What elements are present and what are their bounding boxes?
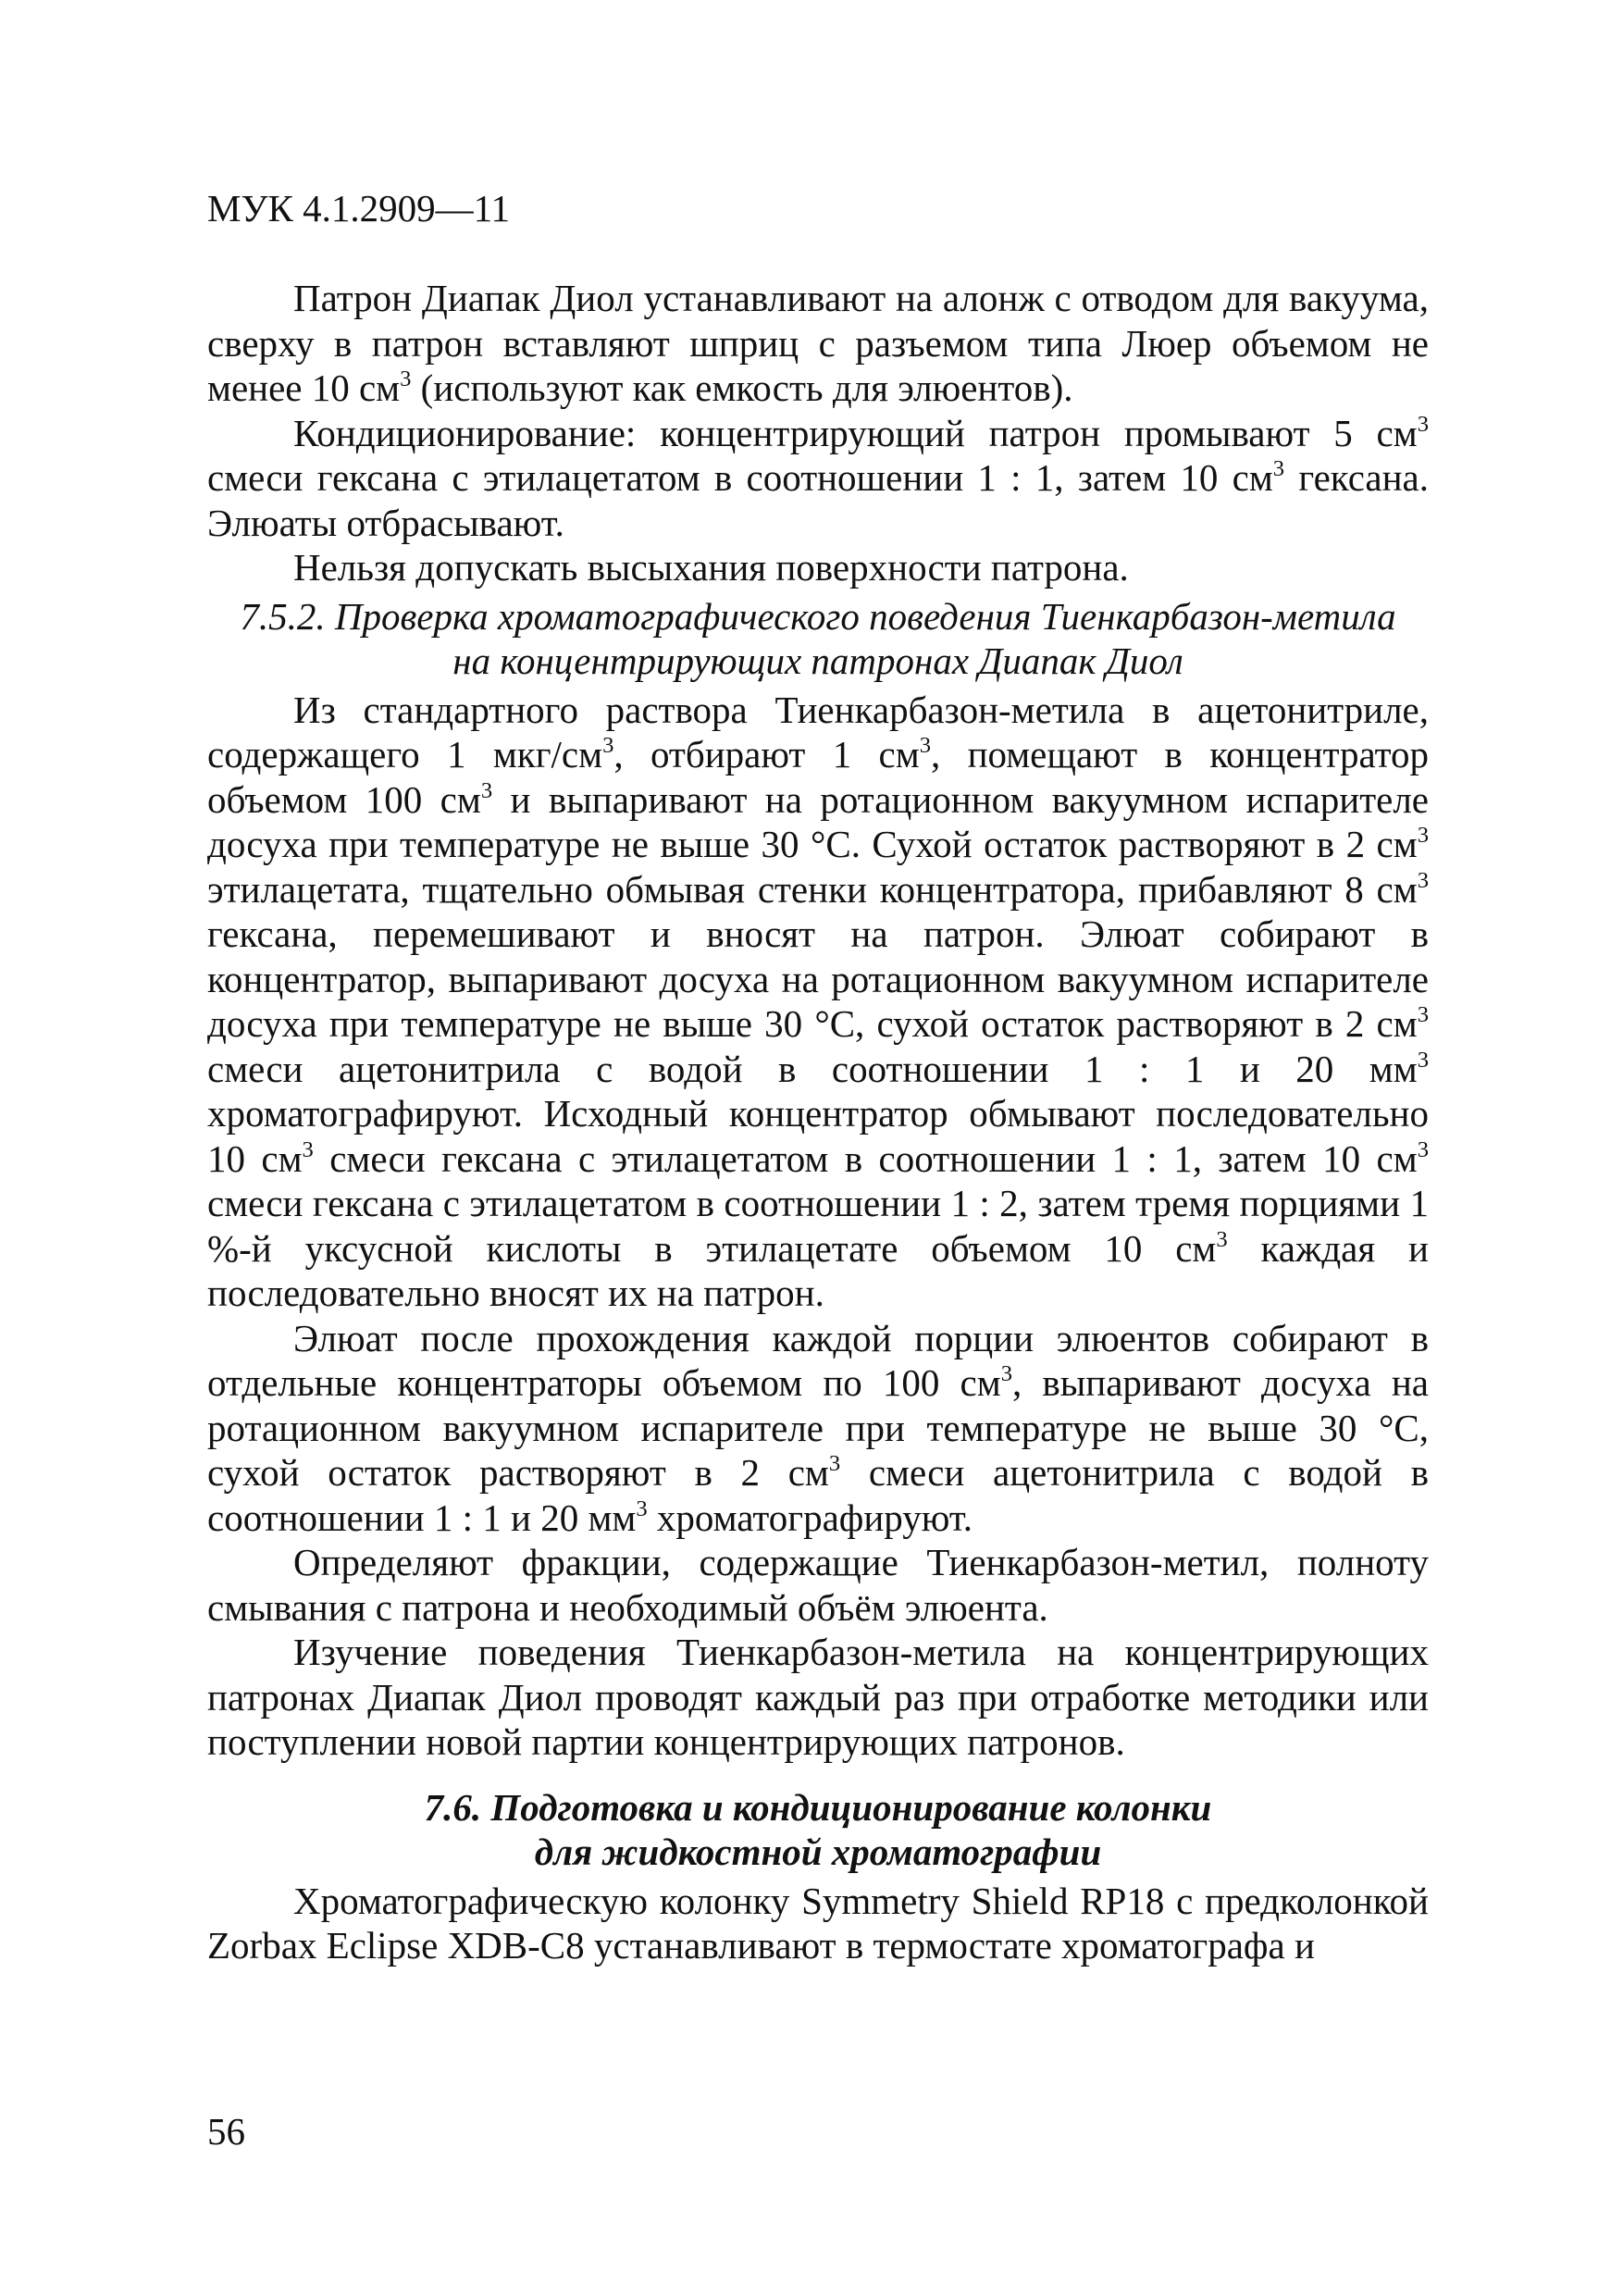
superscript: 3: [602, 733, 614, 759]
superscript: 3: [1417, 411, 1429, 437]
subsection-heading-7-5-2: [207, 594, 1429, 684]
paragraph-text: смеси ацетонитрила с водой в соотношении 1 : 1 и 20 мм: [207, 1047, 1418, 1090]
bottom-paragraphs: [207, 1879, 1429, 1968]
paragraph-text: Изучение поведения Тиенкарбазон-метила на концентрирующих патронах Диапак Диол проводят каждый раз при отработке методики или поступлении новой партии концентрирующих патронов.: [207, 1631, 1429, 1763]
paragraph-text: смеси гексана с этилацетатом в соотношении 1 : 1, затем 10 см: [207, 456, 1273, 499]
document-body: [207, 276, 1429, 1968]
paragraph: [207, 545, 1429, 590]
page-number: 56: [207, 2110, 245, 2153]
superscript: 3: [1417, 1002, 1429, 1028]
superscript: 3: [1272, 456, 1285, 482]
subsection-heading-line-2: на концентрирующих патронах Диапак Диол: [452, 639, 1183, 682]
paragraph-text: Элюат после прохождения каждой порции элюентов собирают в отдельные концентраторы объемом по 100 см: [207, 1316, 1429, 1404]
paragraph: [207, 276, 1429, 411]
paragraph-text: смеси гексана с этилацетатом в соотношении 1 : 2, затем тремя порциями 1 %-й уксусной кислоты в этилацетате объемом 10 см: [207, 1182, 1429, 1270]
top-paragraphs: [207, 276, 1429, 590]
superscript: 3: [480, 777, 493, 803]
superscript: 3: [1417, 823, 1429, 849]
superscript: 3: [919, 733, 931, 759]
paragraph-text: каждая и последовательно вносят их на патрон.: [207, 1226, 1429, 1314]
paragraph: [207, 688, 1429, 1316]
paragraph-text: Из стандартного раствора Тиенкарбазон-метила в ацетонитриле, содержащего 1 мкг/см: [207, 688, 1429, 776]
superscript: 3: [636, 1496, 648, 1521]
section-heading-line-1: 7.6. Подготовка и кондиционирование колонки: [424, 1785, 1212, 1829]
paragraph: [207, 1879, 1429, 1968]
paragraph: [207, 1316, 1429, 1541]
paragraph-text: смеси ацетонитрила с водой в соотношении 1 : 1 и 20 мм: [207, 1451, 1429, 1539]
superscript: 3: [1417, 1047, 1429, 1073]
superscript: 3: [1216, 1226, 1228, 1252]
paragraph-text: , помещают в концентратор объемом 100 см: [207, 733, 1429, 821]
document-code-header: МУК 4.1.2909—11: [207, 187, 511, 230]
paragraph-text: гексана, перемешивают и вносят на патрон. Элюат собирают в концентратор, выпаривают досуха на ротационном вакуумном испарителе досуха при температуре не выше 30 °С, сухой остаток растворяют в 2 см: [207, 912, 1429, 1045]
paragraph-text: , выпаривают досуха на ротационном вакуумном испарителе при температуре не выше 30 °С, сухой остаток растворяют в 2 см: [207, 1361, 1429, 1494]
superscript: 3: [400, 366, 412, 392]
superscript: 3: [1000, 1361, 1012, 1387]
superscript: 3: [1417, 867, 1429, 893]
paragraph-text: Определяют фракции, содержащие Тиенкарбазон-метил, полноту смывания с патрона и необходимый объём элюента.: [207, 1541, 1429, 1629]
paragraph-text: Нельзя допускать высыхания поверхности патрона.: [293, 546, 1129, 589]
superscript: 3: [1417, 1136, 1429, 1162]
section-heading-7-6: [207, 1785, 1429, 1875]
superscript: 3: [302, 1136, 314, 1162]
paragraph-text: (используют как емкость для элюентов).: [411, 366, 1073, 409]
paragraph-text: Хроматографическую колонку Symmetry Shield RP18 с предколонкой Zorbax Eclipse XDB-C8 устанавливают в термостате хроматографа и: [207, 1879, 1429, 1967]
paragraph: [207, 1540, 1429, 1630]
section-heading-line-2: для жидкостной хроматографии: [534, 1831, 1102, 1873]
paragraph-text: смеси гексана с этилацетатом в соотношении 1 : 1, затем 10 см: [313, 1136, 1418, 1180]
paragraph-text: хроматографируют. Исходный концентратор обмывают последовательно 10 см: [207, 1092, 1429, 1180]
superscript: 3: [828, 1451, 841, 1477]
paragraph-text: и выпаривают на ротационном вакуумном испарителе досуха при температуре не выше 30 °С. Сухой остаток растворяют в 2 см: [207, 777, 1429, 865]
middle-paragraphs: [207, 688, 1429, 1765]
paragraph-text: , отбирают 1 см: [613, 733, 920, 776]
paragraph-text: хроматографируют.: [647, 1496, 973, 1539]
paragraph-text: гексана. Элюаты отбрасывают.: [207, 456, 1429, 544]
subsection-heading-line-1: 7.5.2. Проверка хроматографического поведения Тиенкарбазон-метила: [240, 594, 1396, 638]
paragraph: [207, 1630, 1429, 1765]
paragraph: [207, 411, 1429, 546]
paragraph-text: этилацетата, тщательно обмывая стенки концентратора, прибавляют 8 см: [207, 867, 1418, 911]
paragraph-text: Патрон Диапак Диол устанавливают на алонж с отводом для вакуума, сверху в патрон вставляют шприц с разъемом типа Люер объемом не менее 10 см: [207, 277, 1429, 409]
paragraph-text: Кондиционирование: концентрирующий патрон промывают 5 см: [293, 411, 1418, 454]
